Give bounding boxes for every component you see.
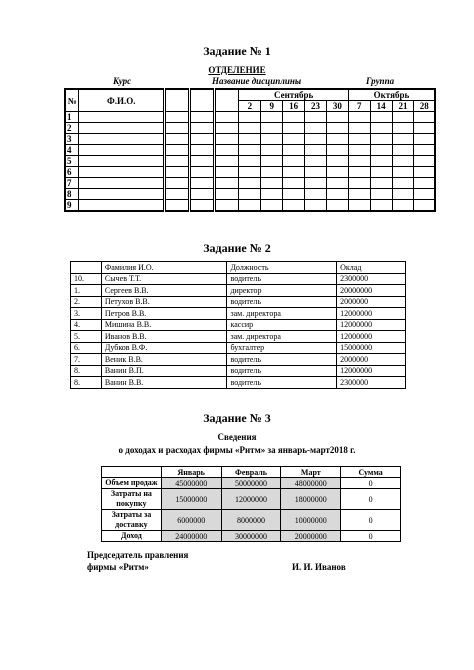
attendance-row [65, 167, 435, 178]
header-cell: Оклад [337, 262, 406, 274]
grid-cell [370, 123, 392, 134]
grid-cell [79, 156, 165, 167]
grid-cell [326, 145, 348, 156]
table-cell: Дубков В.Ф. [101, 342, 227, 354]
table-cell: 2300000 [337, 377, 406, 389]
value-cell: 50000000 [221, 478, 281, 489]
grid-cell [370, 200, 392, 212]
table-cell: 15000000 [337, 342, 406, 354]
attendance-row [65, 178, 435, 189]
header-cell [102, 467, 162, 478]
table-cell: водитель [227, 365, 337, 377]
table-row [102, 531, 401, 542]
grid-cell [79, 178, 165, 189]
grid-cell [414, 200, 435, 212]
grid-cell [414, 178, 435, 189]
table-cell: Петров В.В. [101, 308, 227, 320]
table-row [71, 365, 406, 377]
table-cell: директор [227, 285, 337, 297]
grid-cell [326, 178, 348, 189]
grid-cell [189, 189, 214, 200]
grid-cell [414, 167, 435, 178]
grid-cell [370, 178, 392, 189]
grid-cell [189, 123, 214, 134]
grid-cell [189, 134, 214, 145]
table-row [71, 331, 406, 343]
grid-cell [239, 178, 261, 189]
grid-cell [283, 167, 305, 178]
value-cell: 0 [341, 510, 401, 531]
report-caption: Сведения [217, 432, 257, 442]
grid-cell [305, 200, 327, 212]
table-cell: зам. директора [227, 308, 337, 320]
table-cell: 5. [71, 331, 102, 343]
value-cell: 20000000 [281, 531, 341, 542]
header-cell: Фамилия И.О. [101, 262, 227, 274]
header-cell: Должность [227, 262, 337, 274]
grid-cell [283, 134, 305, 145]
col-fio-header: Ф.И.О. [79, 89, 165, 112]
table-cell: 12000000 [337, 365, 406, 377]
value-cell: 6000000 [161, 510, 221, 531]
header-cell [71, 262, 102, 274]
date-cell: 23 [305, 101, 327, 112]
table-cell: Мишина В.В. [101, 319, 227, 331]
grid-cell [326, 189, 348, 200]
grid-cell [239, 200, 261, 212]
grid-cell [79, 145, 165, 156]
grid-cell [370, 134, 392, 145]
grid-cell [165, 123, 190, 134]
row-number: 8 [65, 189, 79, 200]
table-cell: Ванин В.В. [101, 377, 227, 389]
table-cell: 20000000 [337, 285, 406, 297]
blank-header [214, 89, 239, 112]
signature-company: фирмы «Ритм» [87, 562, 149, 572]
grid-cell [348, 200, 370, 212]
table-cell: 2. [71, 296, 102, 308]
grid-cell [165, 134, 190, 145]
row-label: Затраты за доставку [102, 510, 162, 531]
header-cell: Январь [161, 467, 221, 478]
grid-cell [165, 178, 190, 189]
grid-cell [392, 167, 414, 178]
task2-title: Задание № 2 [203, 241, 271, 255]
grid-cell [348, 178, 370, 189]
grid-cell [283, 189, 305, 200]
grid-cell [239, 123, 261, 134]
grid-cell [305, 167, 327, 178]
grid-cell [305, 112, 327, 123]
table-row [102, 478, 401, 489]
value-cell: 15000000 [161, 489, 221, 510]
table-cell: 8. [71, 377, 102, 389]
department-label: ОТДЕЛЕНИЕ [208, 65, 266, 75]
attendance-header-row-1 [65, 89, 435, 101]
attendance-row [65, 200, 435, 212]
grid-cell [370, 145, 392, 156]
table-cell: Петухов В.В. [101, 296, 227, 308]
grid-cell [305, 123, 327, 134]
table-cell: 12000000 [337, 319, 406, 331]
table-cell: зам. директора [227, 331, 337, 343]
grid-cell [79, 123, 165, 134]
table-row [71, 296, 406, 308]
grid-cell [414, 145, 435, 156]
table-cell: 2000000 [337, 354, 406, 366]
grid-cell [370, 167, 392, 178]
date-cell: 28 [414, 101, 435, 112]
table-cell: 2000000 [337, 296, 406, 308]
date-cell: 16 [283, 101, 305, 112]
grid-cell [214, 189, 239, 200]
grid-cell [214, 178, 239, 189]
grid-cell [348, 189, 370, 200]
signature-title: Председатель правления [87, 550, 189, 560]
grid-cell [392, 112, 414, 123]
table-row [71, 285, 406, 297]
grid-cell [326, 200, 348, 212]
finance-table [101, 466, 401, 542]
grid-cell [214, 145, 239, 156]
grid-cell [305, 134, 327, 145]
grid-cell [414, 189, 435, 200]
grid-cell [165, 156, 190, 167]
grid-cell [214, 134, 239, 145]
grid-cell [326, 156, 348, 167]
table-cell: 8. [71, 365, 102, 377]
table-row [71, 308, 406, 320]
row-number: 3 [65, 134, 79, 145]
grid-cell [370, 156, 392, 167]
row-number: 6 [65, 167, 79, 178]
grid-cell [392, 189, 414, 200]
grid-cell [214, 200, 239, 212]
value-cell: 0 [341, 489, 401, 510]
table-cell: 2300000 [337, 273, 406, 285]
grid-cell [79, 134, 165, 145]
row-number: 2 [65, 123, 79, 134]
table-cell: водитель [227, 354, 337, 366]
grid-cell [348, 156, 370, 167]
table-cell: водитель [227, 273, 337, 285]
table-cell: Сергеев В.В. [101, 285, 227, 297]
grid-cell [79, 112, 165, 123]
grid-cell [392, 178, 414, 189]
grid-cell [348, 112, 370, 123]
grid-cell [348, 134, 370, 145]
month-october: Октябрь [348, 89, 435, 101]
value-cell: 30000000 [221, 531, 281, 542]
table-cell: 4. [71, 319, 102, 331]
table-row [71, 354, 406, 366]
table-cell: Сычев Т.Т. [101, 273, 227, 285]
grid-cell [283, 123, 305, 134]
grid-cell [348, 167, 370, 178]
grid-cell [189, 200, 214, 212]
table-cell: 7. [71, 354, 102, 366]
grid-cell [283, 112, 305, 123]
grid-cell [261, 178, 283, 189]
grid-cell [214, 112, 239, 123]
table-cell: 6. [71, 342, 102, 354]
grid-cell [392, 145, 414, 156]
grid-cell [165, 189, 190, 200]
row-label: Затраты на покупку [102, 489, 162, 510]
month-september: Сентябрь [239, 89, 348, 101]
row-number: 5 [65, 156, 79, 167]
header-cell: Февраль [221, 467, 281, 478]
grid-cell [261, 156, 283, 167]
grid-cell [79, 200, 165, 212]
grid-cell [392, 200, 414, 212]
grid-cell [283, 200, 305, 212]
attendance-row [65, 189, 435, 200]
course-label: Курс [113, 76, 132, 86]
row-number: 9 [65, 200, 79, 212]
grid-cell [239, 145, 261, 156]
value-cell: 0 [341, 478, 401, 489]
date-cell: 14 [370, 101, 392, 112]
group-label: Группа [366, 76, 395, 86]
header-cell: Сумма [341, 467, 401, 478]
grid-cell [305, 156, 327, 167]
employees-header-row [71, 262, 406, 274]
table-row [71, 342, 406, 354]
grid-cell [392, 123, 414, 134]
grid-cell [165, 145, 190, 156]
row-number: 7 [65, 178, 79, 189]
grid-cell [261, 189, 283, 200]
date-cell: 2 [239, 101, 261, 112]
row-label: Объем продаж [102, 478, 162, 489]
attendance-row [65, 112, 435, 123]
table-cell: водитель [227, 377, 337, 389]
table-cell: Веник В.В. [101, 354, 227, 366]
blank-header [165, 89, 190, 112]
attendance-row [65, 145, 435, 156]
value-cell: 8000000 [221, 510, 281, 531]
grid-cell [348, 145, 370, 156]
table-cell: Ванин В.П. [101, 365, 227, 377]
date-cell: 21 [392, 101, 414, 112]
value-cell: 24000000 [161, 531, 221, 542]
table-row [71, 377, 406, 389]
table-cell: бухгалтер [227, 342, 337, 354]
attendance-row [65, 156, 435, 167]
grid-cell [283, 178, 305, 189]
task3-title: Задание № 3 [203, 411, 271, 425]
table-row [71, 319, 406, 331]
table-row [102, 510, 401, 531]
grid-cell [392, 156, 414, 167]
blank-header [189, 89, 214, 112]
grid-cell [239, 134, 261, 145]
grid-cell [283, 156, 305, 167]
grid-cell [239, 167, 261, 178]
grid-cell [239, 156, 261, 167]
date-cell: 9 [261, 101, 283, 112]
report-subcaption: о доходах и расходах фирмы «Ритм» за январь-март2018 г. [118, 445, 356, 455]
attendance-row [65, 134, 435, 145]
grid-cell [305, 178, 327, 189]
employees-table [70, 261, 406, 389]
grid-cell [79, 189, 165, 200]
attendance-table [64, 88, 436, 212]
grid-cell [165, 112, 190, 123]
grid-cell [189, 156, 214, 167]
value-cell: 48000000 [281, 478, 341, 489]
value-cell: 0 [341, 531, 401, 542]
signature-name: И. И. Иванов [292, 562, 346, 572]
grid-cell [414, 112, 435, 123]
grid-cell [414, 123, 435, 134]
grid-cell [261, 145, 283, 156]
grid-cell [261, 200, 283, 212]
grid-cell [165, 167, 190, 178]
table-cell: 12000000 [337, 308, 406, 320]
grid-cell [189, 112, 214, 123]
date-cell: 7 [348, 101, 370, 112]
table-row [71, 273, 406, 285]
grid-cell [261, 123, 283, 134]
table-cell: 10. [71, 273, 102, 285]
discipline-label: Название дисциплины [212, 76, 302, 86]
date-cell: 30 [326, 101, 348, 112]
value-cell: 18000000 [281, 489, 341, 510]
grid-cell [414, 156, 435, 167]
grid-cell [261, 167, 283, 178]
task1-title: Задание № 1 [203, 44, 271, 58]
grid-cell [189, 145, 214, 156]
table-row [102, 489, 401, 510]
grid-cell [283, 145, 305, 156]
grid-cell [348, 123, 370, 134]
table-cell: 3. [71, 308, 102, 320]
row-label: Доход [102, 531, 162, 542]
grid-cell [239, 112, 261, 123]
grid-cell [370, 112, 392, 123]
finance-header-row [102, 467, 401, 478]
value-cell: 12000000 [221, 489, 281, 510]
row-number: 4 [65, 145, 79, 156]
table-cell: 1. [71, 285, 102, 297]
grid-cell [326, 167, 348, 178]
grid-cell [214, 167, 239, 178]
attendance-row [65, 123, 435, 134]
table-cell: кассир [227, 319, 337, 331]
value-cell: 10000000 [281, 510, 341, 531]
table-cell: водитель [227, 296, 337, 308]
table-cell: 12000000 [337, 331, 406, 343]
grid-cell [261, 134, 283, 145]
grid-cell [326, 112, 348, 123]
grid-cell [165, 200, 190, 212]
grid-cell [414, 134, 435, 145]
value-cell: 45000000 [161, 478, 221, 489]
grid-cell [305, 189, 327, 200]
grid-cell [326, 134, 348, 145]
col-number-header: № [65, 89, 79, 112]
row-number: 1 [65, 112, 79, 123]
grid-cell [261, 112, 283, 123]
grid-cell [326, 123, 348, 134]
grid-cell [370, 189, 392, 200]
grid-cell [392, 134, 414, 145]
grid-cell [79, 167, 165, 178]
header-cell: Март [281, 467, 341, 478]
grid-cell [189, 178, 214, 189]
grid-cell [214, 123, 239, 134]
grid-cell [305, 145, 327, 156]
grid-cell [189, 167, 214, 178]
grid-cell [214, 156, 239, 167]
grid-cell [239, 189, 261, 200]
table-cell: Иванов В.В. [101, 331, 227, 343]
